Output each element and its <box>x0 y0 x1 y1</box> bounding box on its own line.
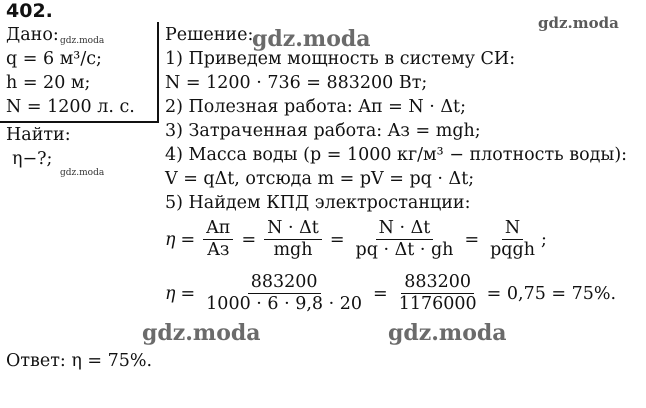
semicolon: ; <box>541 229 547 250</box>
given-label: Дано: <box>6 25 59 45</box>
equals-sign: = <box>241 229 257 250</box>
equals-sign: = <box>373 283 388 304</box>
fraction-denominator: Aз <box>207 240 230 260</box>
fraction-numeric-computed <box>396 272 480 315</box>
efficiency-formula-general <box>165 218 547 261</box>
equals-sign: = <box>180 229 196 250</box>
find-eta: η−?; <box>12 149 53 169</box>
solution-step-5: 5) Найдем КПД электростанции: <box>165 193 471 213</box>
fraction-numeric-expanded <box>203 272 365 315</box>
equals-sign: = <box>464 229 480 250</box>
solution-step-1-equation: N = 1200 · 736 = 883200 Вт; <box>165 73 428 93</box>
vertical-divider <box>157 22 159 122</box>
fraction-power-over-mgh <box>264 218 322 261</box>
given-q: q = 6 м³/с; <box>6 49 102 69</box>
watermark-top-right: gdz.moda <box>538 14 619 32</box>
equals-sign: = <box>329 229 345 250</box>
watermark-small-2: gdz.moda <box>60 168 105 178</box>
find-label: Найти: <box>6 125 71 145</box>
fraction-numerator: 883200 <box>401 272 474 294</box>
fraction-denominator: 1000 · 6 · 9,8 · 20 <box>206 294 363 314</box>
fraction-denominator: pq · Δt · gh <box>355 240 454 260</box>
eta-symbol: η <box>165 283 176 304</box>
solution-step-4: 4) Масса воды (p = 1000 кг/м³ − плотность воды): <box>165 145 628 165</box>
fraction-numerator: N <box>502 218 523 240</box>
watermark-bottom-right: gdz.moda <box>388 320 507 346</box>
eta-symbol: η <box>165 229 176 250</box>
horizontal-divider <box>0 121 159 123</box>
final-result: = 0,75 = 75%. <box>486 283 617 304</box>
fraction-denominator: mgh <box>273 240 313 260</box>
fraction-denominator: 1176000 <box>398 294 477 314</box>
fraction-denominator: pqgh <box>490 240 535 260</box>
solution-step-4-equation: V = qΔt, отсюда m = pV = pq · Δt; <box>165 169 475 189</box>
fraction-numerator: N · Δt <box>264 218 322 240</box>
problem-number: 402. <box>6 0 53 22</box>
fraction-numerator: 883200 <box>248 272 321 294</box>
answer-line: Ответ: η = 75%. <box>6 351 153 371</box>
given-n: N = 1200 л. с. <box>6 97 135 117</box>
fraction-numerator: N · Δt <box>376 218 434 240</box>
watermark-top-center: gdz.moda <box>252 26 371 52</box>
given-h: h = 20 м; <box>6 73 91 93</box>
efficiency-formula-numeric <box>165 272 616 315</box>
equals-sign: = <box>180 283 196 304</box>
fraction-expanded-mass <box>353 218 457 261</box>
solution-label: Решение: <box>165 25 254 45</box>
solution-step-1: 1) Приведем мощность в систему СИ: <box>165 49 516 69</box>
fraction-numerator: Aп <box>203 218 233 240</box>
solution-step-3: 3) Затраченная работа: Aз = mgh; <box>165 121 481 141</box>
watermark-bottom-left: gdz.moda <box>142 320 261 346</box>
fraction-simplified <box>487 218 538 261</box>
fraction-work-ratio <box>203 218 233 261</box>
solution-step-2: 2) Полезная работа: Aп = N · Δt; <box>165 97 466 117</box>
watermark-small-1: gdz.moda <box>60 36 105 46</box>
